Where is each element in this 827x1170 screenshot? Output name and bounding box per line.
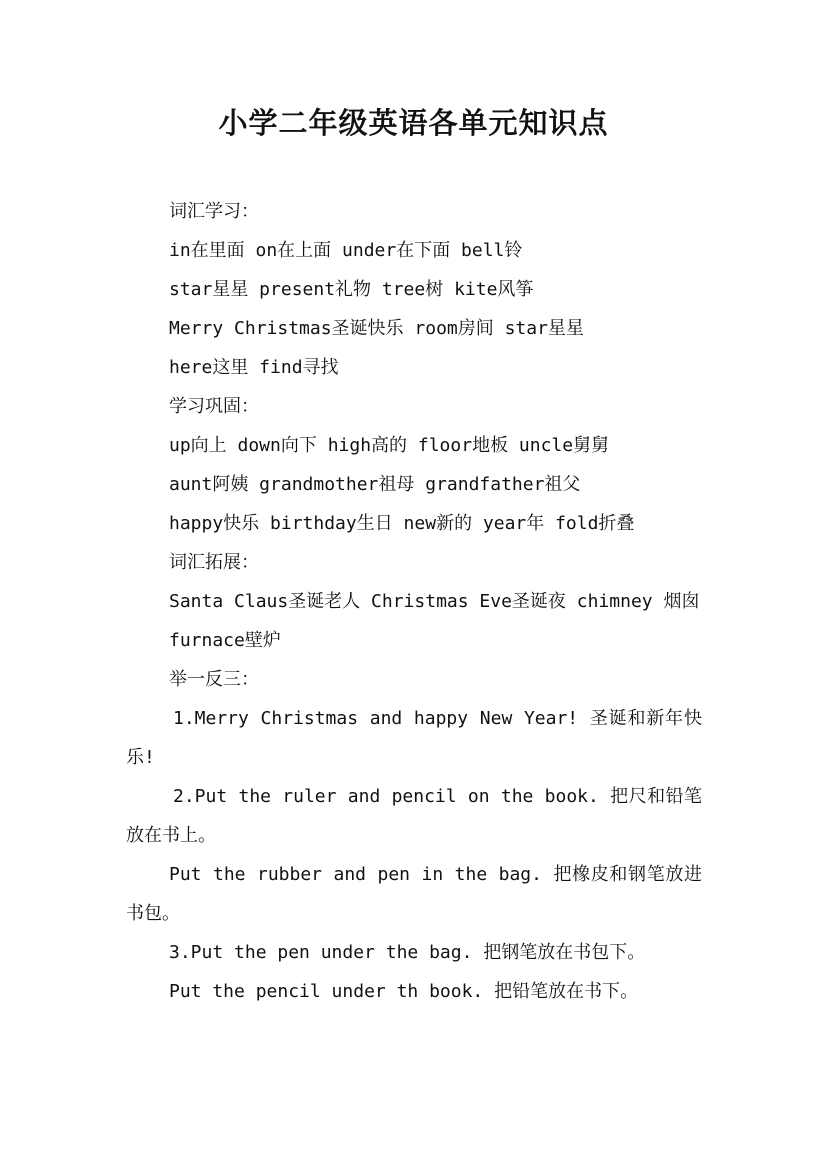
vocab-line: in在里面 on在上面 under在下面 bell铃 bbox=[169, 240, 523, 261]
example-sentence: Put the rubber and pen in the bag. 把橡皮和钢笔放进书包。 bbox=[126, 864, 702, 924]
vocab-line: aunt阿姨 grandmother祖母 grandfather祖父 bbox=[169, 474, 581, 495]
vocab-line: star星星 present礼物 tree树 kite风筝 bbox=[169, 279, 534, 300]
vocab-line: furnace壁炉 bbox=[169, 630, 281, 651]
vocab-line: here这里 find寻找 bbox=[169, 357, 339, 378]
example-sentence: 2.Put the ruler and pencil on the book. 把尺和铅笔放在书上。 bbox=[126, 786, 702, 846]
heading-consolidation: 学习巩固： bbox=[169, 396, 259, 417]
example-sentence: Put the pencil under th book. 把铅笔放在书下。 bbox=[169, 981, 639, 1002]
heading-extension: 词汇拓展： bbox=[169, 552, 259, 573]
vocab-paragraph: Santa Claus圣诞老人 Christmas Eve圣诞夜 chimney 烟囱 bbox=[169, 591, 700, 612]
document-title: 小学二年级英语各单元知识点 bbox=[218, 106, 609, 140]
document-body bbox=[126, 192, 702, 1011]
vocab-line: up向上 down向下 high高的 floor地板 uncle舅舅 bbox=[169, 435, 610, 456]
heading-examples: 举一反三： bbox=[169, 669, 259, 690]
vocab-line: Merry Christmas圣诞快乐 room房间 star星星 bbox=[169, 318, 584, 339]
heading-vocabulary: 词汇学习： bbox=[169, 201, 259, 222]
vocab-line: happy快乐 birthday生日 new新的 year年 fold折叠 bbox=[169, 513, 635, 534]
example-sentence: 1.Merry Christmas and happy New Year! 圣诞和新年快乐! bbox=[126, 708, 702, 768]
example-sentence: 3.Put the pen under the bag. 把钢笔放在书包下。 bbox=[169, 942, 646, 963]
